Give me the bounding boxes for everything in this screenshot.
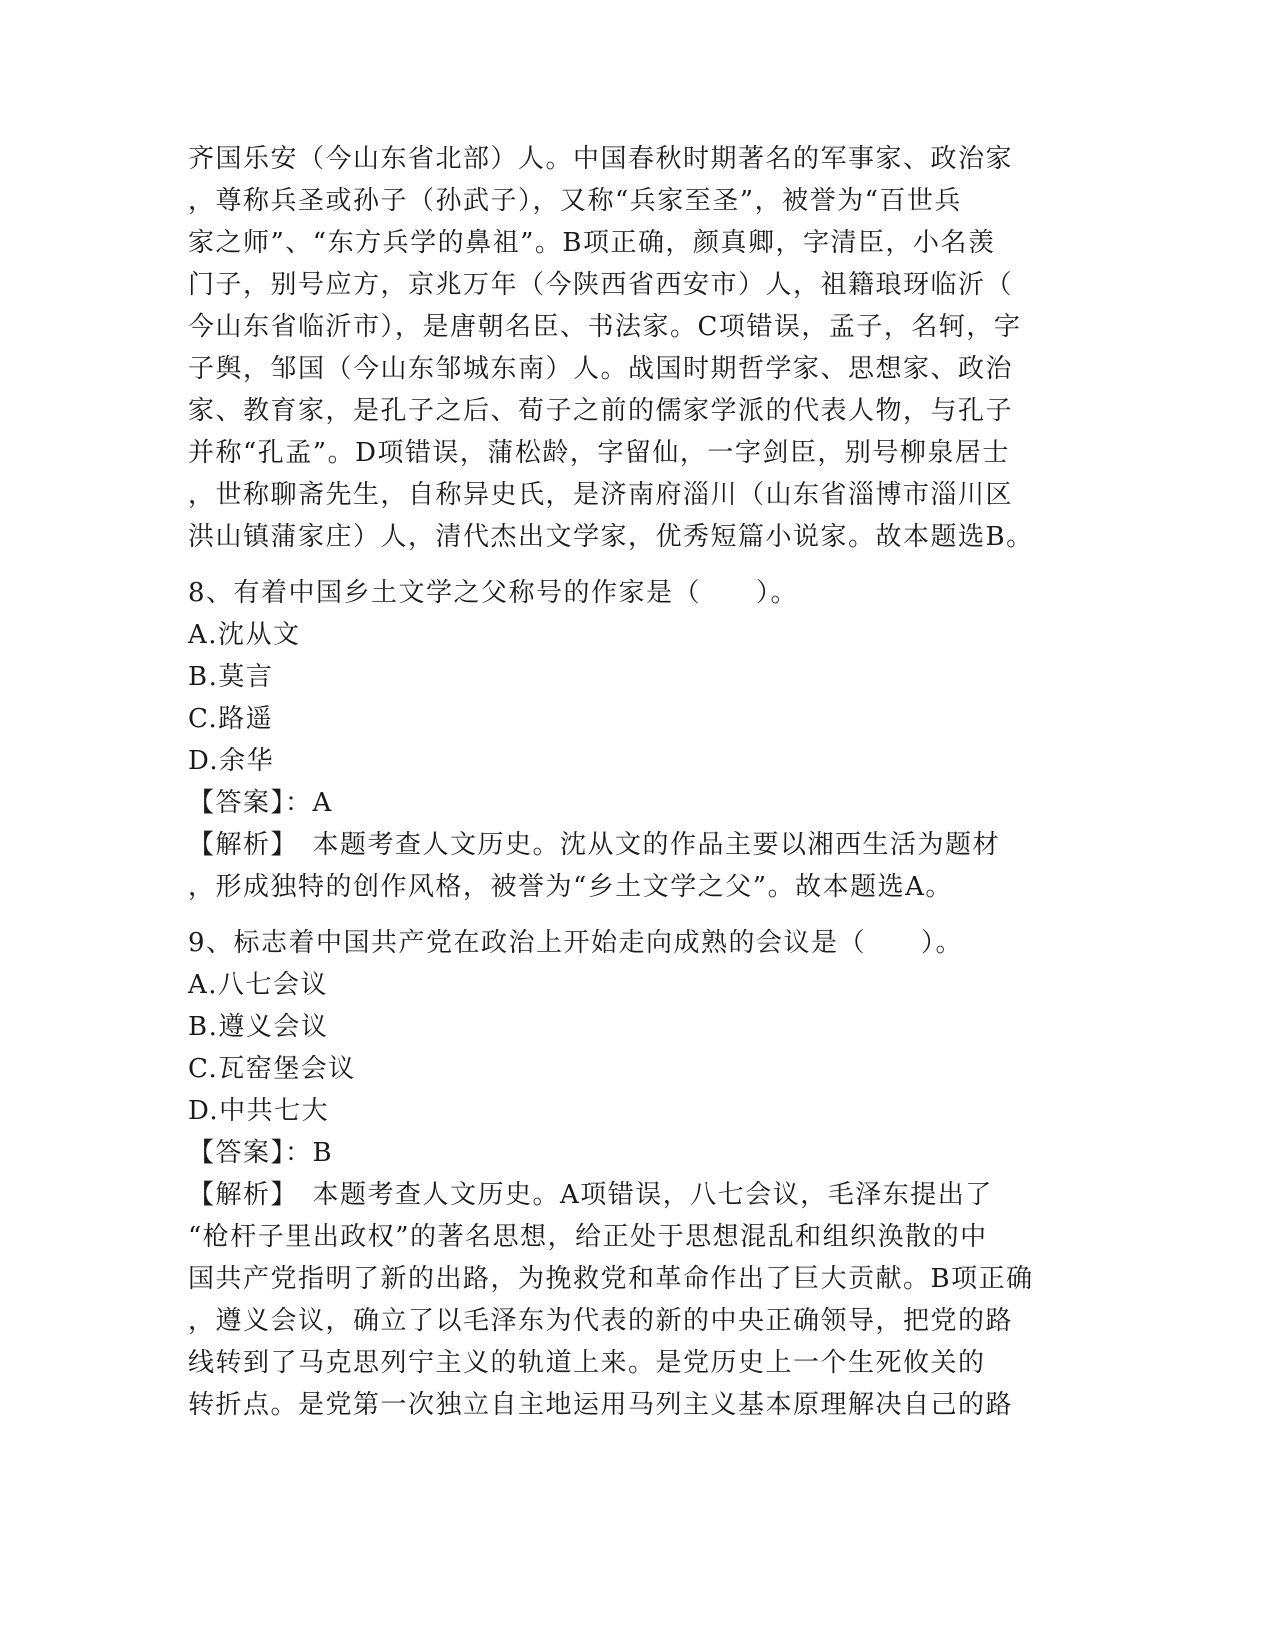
question-8-option-a: A.沈从文: [188, 620, 301, 650]
question-9-title: 9、标志着中国共产党在政治上开始走向成熟的会议是（ ）。: [188, 928, 964, 958]
question-9-analysis-line: 【解析】 本题考查人文历史。A项错误，八七会议，毛泽东提出了: [188, 1180, 993, 1210]
text-line: 洪山镇蒲家庄）人，清代杰出文学家，优秀短篇小说家。故本题选B。: [188, 522, 1034, 552]
text-line: 家、教育家，是孔子之后、荀子之前的儒家学派的代表人物，与孔子: [188, 396, 1014, 426]
question-9-analysis-line: 国共产党指明了新的出路，为挽救党和革命作出了巨大贡献。B项正确: [188, 1264, 1034, 1294]
question-8-option-b: B.莫言: [188, 662, 274, 692]
question-8-analysis-line: 【解析】 本题考查人文历史。沈从文的作品主要以湘西生活为题材: [188, 830, 1001, 860]
text-line: 齐国乐安（今山东省北部）人。中国春秋时期著名的军事家、政治家: [188, 144, 1014, 174]
question-9-option-b: B.遵义会议: [188, 1012, 329, 1042]
text-line: 家之师”、“东方兵学的鼻祖”。B项正确，颜真卿，字清臣，小名羡: [188, 228, 996, 258]
question-9-option-c: C.瓦窑堡会议: [188, 1054, 356, 1084]
question-8-title: 8、有着中国乡土文学之父称号的作家是（ ）。: [188, 578, 799, 608]
question-8-answer: 【答案】：A: [188, 788, 333, 818]
text-line: 并称“孔孟”。D项错误，蒲松龄，字留仙，一字剑臣，别号柳泉居士: [188, 438, 1010, 468]
question-9-analysis-line: 线转到了马克思列宁主义的轨道上来。是党历史上一个生死攸关的: [188, 1348, 986, 1378]
text-line: ，世称聊斋先生，自称异史氏，是济南府淄川（山东省淄博市淄川区: [188, 480, 1014, 510]
question-9-option-d: D.中共七大: [188, 1096, 330, 1126]
question-8-analysis-line: ，形成独特的创作风格，被誉为“乡土文学之父”。故本题选A。: [188, 872, 953, 902]
question-9-analysis-line: “枪杆子里出政权”的著名思想，给正处于思想混乱和组织涣散的中: [188, 1222, 988, 1252]
question-9-option-a: A.八七会议: [188, 970, 329, 1000]
text-line: ，尊称兵圣或孙子（孙武子），又称“兵家至圣”，被誉为“百世兵: [188, 186, 962, 216]
question-8-option-d: D.余华: [188, 746, 275, 776]
text-line: 门子，别号应方，京兆万年（今陕西省西安市）人，祖籍琅玡临沂（: [188, 270, 1014, 300]
question-8-option-c: C.路遥: [188, 704, 274, 734]
question-9-analysis-line: ，遵义会议，确立了以毛泽东为代表的新的中央正确领导，把党的路: [188, 1306, 1014, 1336]
text-line: 今山东省临沂市），是唐朝名臣、书法家。C项错误，孟子，名轲，字: [188, 312, 1022, 342]
text-line: 子舆，邹国（今山东邹城东南）人。战国时期哲学家、思想家、政治: [188, 354, 1014, 384]
question-9-answer: 【答案】：B: [188, 1138, 334, 1168]
question-9-analysis-line: 转折点。是党第一次独立自主地运用马列主义基本原理解决自己的路: [188, 1390, 1014, 1420]
